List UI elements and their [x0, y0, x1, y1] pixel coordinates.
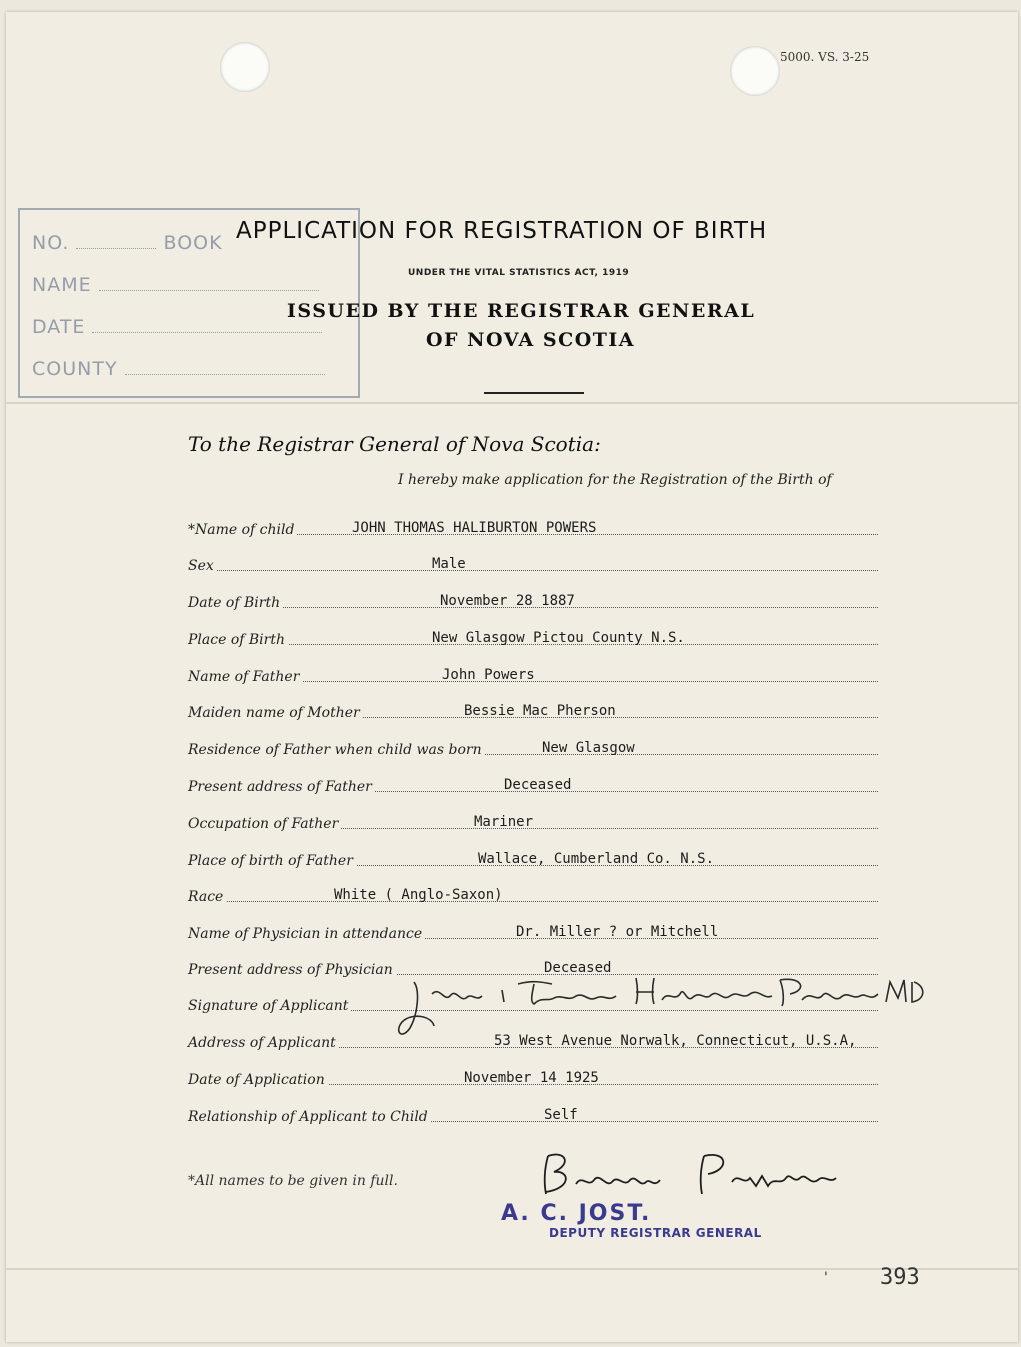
- field-name-of-father: [188, 663, 878, 685]
- form-title: APPLICATION FOR REGISTRATION OF BIRTH: [236, 218, 768, 244]
- salutation: To the Registrar General of Nova Scotia:: [188, 432, 601, 456]
- field-value: 53 West Avenue Norwalk, Connecticut, U.S.A,: [494, 1033, 857, 1049]
- stamp-name-label: NAME: [32, 274, 92, 296]
- field-label: Date of Application: [188, 1072, 328, 1088]
- footnote: *All names to be given in full.: [188, 1173, 398, 1189]
- field-physician-in-attendance: [188, 920, 878, 942]
- field-occupation-of-father: [188, 810, 878, 832]
- page-number: 393: [880, 1265, 920, 1290]
- field-label: Name of Father: [188, 669, 302, 685]
- fold-line: [6, 402, 1018, 404]
- field-label: Maiden name of Mother: [188, 705, 363, 721]
- field-label: Present address of Physician: [188, 962, 396, 978]
- field-label: Sex: [188, 558, 217, 574]
- field-label: Present address of Father: [188, 779, 375, 795]
- field-sex: [188, 552, 878, 574]
- field-label: Race: [188, 889, 226, 905]
- field-value: Male: [432, 556, 466, 572]
- field-label: Residence of Father when child was born: [188, 742, 485, 758]
- intro-statement: I hereby make application for the Registration of the Birth of: [398, 472, 832, 488]
- field-race: [188, 883, 878, 905]
- field-value: John Powers: [442, 667, 535, 683]
- field-label: Relationship of Applicant to Child: [188, 1109, 431, 1125]
- witness-signature: [538, 1148, 848, 1202]
- stamp-county-label: COUNTY: [32, 358, 118, 380]
- applicant-signature: [392, 972, 932, 1044]
- issuer-line-1: ISSUED BY THE REGISTRAR GENERAL: [287, 300, 756, 322]
- field-value: Mariner: [474, 814, 534, 830]
- field-value: Wallace, Cumberland Co. N.S.: [478, 851, 715, 867]
- punch-hole: [220, 42, 270, 92]
- field-label: Place of Birth: [188, 632, 288, 648]
- stamp-book-label: BOOK: [163, 232, 223, 254]
- field-value: New Glasgow Pictou County N.S.: [432, 630, 685, 646]
- field-value: White ( Anglo-Saxon): [334, 887, 503, 903]
- field-value: Self: [544, 1107, 578, 1123]
- fold-line: [6, 1268, 1018, 1270]
- margin-mark: ': [824, 1270, 828, 1286]
- field-label: Name of Physician in attendance: [188, 926, 425, 942]
- field-label: Date of Birth: [188, 595, 283, 611]
- issuer-line-2: OF NOVA SCOTIA: [426, 329, 636, 351]
- field-value: November 28 1887: [440, 593, 575, 609]
- field-date-of-application: [188, 1066, 878, 1088]
- field-label: Occupation of Father: [188, 816, 341, 832]
- field-date-of-birth: [188, 589, 878, 611]
- field-value: Deceased: [544, 960, 612, 976]
- field-residence-of-father: [188, 736, 878, 758]
- field-label: *Name of child: [188, 522, 297, 538]
- official-stamp-title: DEPUTY REGISTRAR GENERAL: [549, 1226, 762, 1240]
- stamp-date-label: DATE: [32, 316, 86, 338]
- field-name-of-child: [188, 516, 878, 538]
- stamp-no-label: NO.: [32, 232, 70, 254]
- field-relationship-to-child: [188, 1103, 878, 1125]
- field-value: November 14 1925: [464, 1070, 599, 1086]
- punch-hole: [730, 46, 780, 96]
- field-place-of-birth: [188, 626, 878, 648]
- field-label: Place of birth of Father: [188, 853, 356, 869]
- header-divider: [484, 392, 584, 394]
- field-value: Deceased: [504, 777, 572, 793]
- form-subtitle: UNDER THE VITAL STATISTICS ACT, 1919: [408, 268, 630, 278]
- official-stamp-name: A. C. JOST.: [501, 1201, 652, 1226]
- field-value: Dr. Miller ? or Mitchell: [516, 924, 719, 940]
- field-label: Address of Applicant: [188, 1035, 339, 1051]
- field-present-address-of-father: [188, 773, 878, 795]
- field-value: New Glasgow: [542, 740, 635, 756]
- field-maiden-name-of-mother: [188, 699, 878, 721]
- field-value: JOHN THOMAS HALIBURTON POWERS: [352, 520, 597, 536]
- field-value: Bessie Mac Pherson: [464, 703, 616, 719]
- field-label: Signature of Applicant: [188, 998, 351, 1014]
- field-place-of-birth-of-father: [188, 847, 878, 869]
- form-number: 5000. VS. 3-25: [780, 50, 870, 64]
